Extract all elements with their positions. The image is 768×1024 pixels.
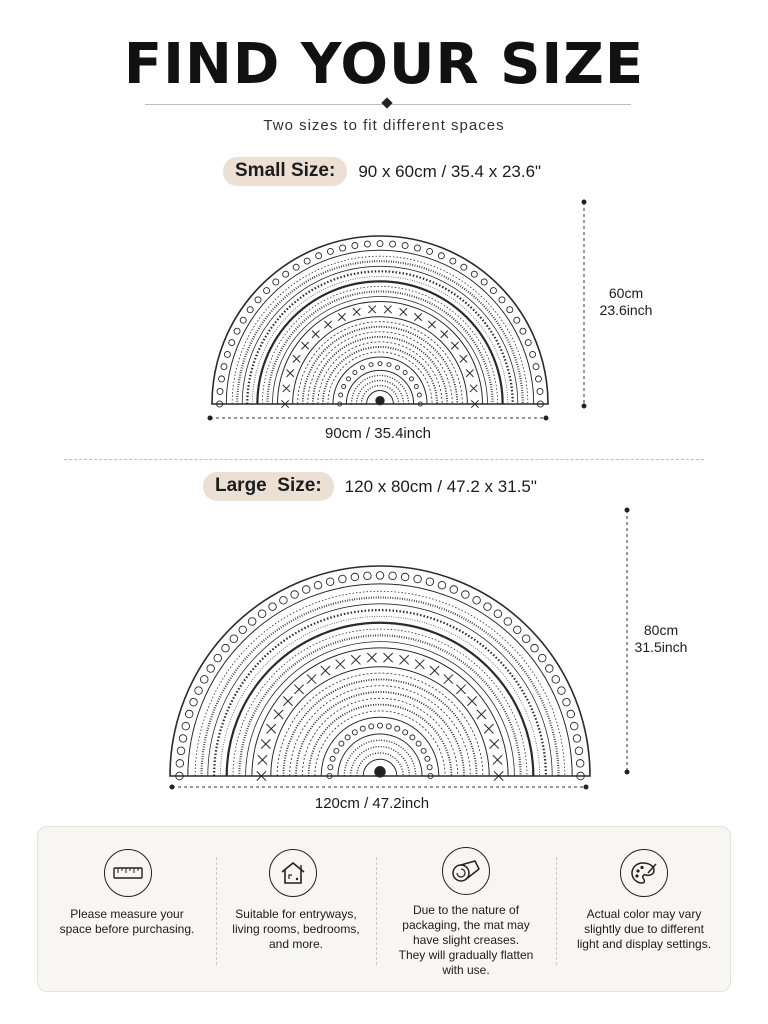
info-creases [376,827,556,993]
large-height-label [622,622,700,656]
small-size-value: 90 x 60cm / 35.4 x 23.6" [358,161,542,181]
ruler-icon [104,849,152,897]
info-line: have slight creases. [412,933,520,947]
info-line: living rooms, bedrooms, [232,922,360,936]
diamond-ornament-icon [381,97,392,108]
large-height-cm: 80cm [643,622,679,638]
small-size-heading [223,157,541,186]
info-line: and more. [268,937,324,951]
info-line: light and display settings. [576,937,712,951]
info-line: slightly due to different [584,922,704,936]
small-height-cm: 60cm [608,285,644,301]
info-color [556,827,732,993]
info-line: Suitable for entryways, [235,907,357,921]
info-line: Please measure your [70,907,184,921]
info-line: Actual color may vary [586,907,702,921]
small-height-label [580,285,672,319]
info-color-text [556,907,732,952]
small-half-round-rug [212,236,548,408]
large-rug-illustration [160,503,600,788]
page-subtitle: Two sizes to fit different spaces [263,117,505,134]
info-line: They will gradually flatten [398,948,534,962]
rolled-mat-icon [442,847,490,895]
small-size-label: Small Size: [223,157,347,186]
house-icon [269,849,317,897]
small-width-label: 90cm / 35.4inch [325,425,431,442]
large-width-dimension-line [167,781,591,793]
info-line: space before purchasing. [59,922,195,936]
info-rooms-text [216,907,376,952]
info-measure-text [38,907,216,937]
large-size-value: 120 x 80cm / 47.2 x 31.5" [344,476,537,496]
large-size-heading [203,472,537,501]
section-separator [64,459,704,460]
small-width-dimension-line [205,412,551,424]
info-panel [37,826,731,992]
info-line: Due to the nature of [412,903,520,917]
large-size-label: Large Size: [203,472,334,501]
info-creases-text [376,903,556,978]
info-line: packaging, the mat may [402,918,530,932]
large-half-round-rug [170,566,590,781]
small-height-inch: 23.6inch [599,302,653,318]
small-rug-illustration [200,190,560,415]
info-line: with use. [442,963,490,977]
palette-icon [620,849,668,897]
info-rooms [216,827,376,993]
large-height-inch: 31.5inch [634,639,688,655]
page-title: FIND YOUR SIZE [123,32,645,97]
large-width-label: 120cm / 47.2inch [314,795,430,812]
info-measure [38,827,216,993]
